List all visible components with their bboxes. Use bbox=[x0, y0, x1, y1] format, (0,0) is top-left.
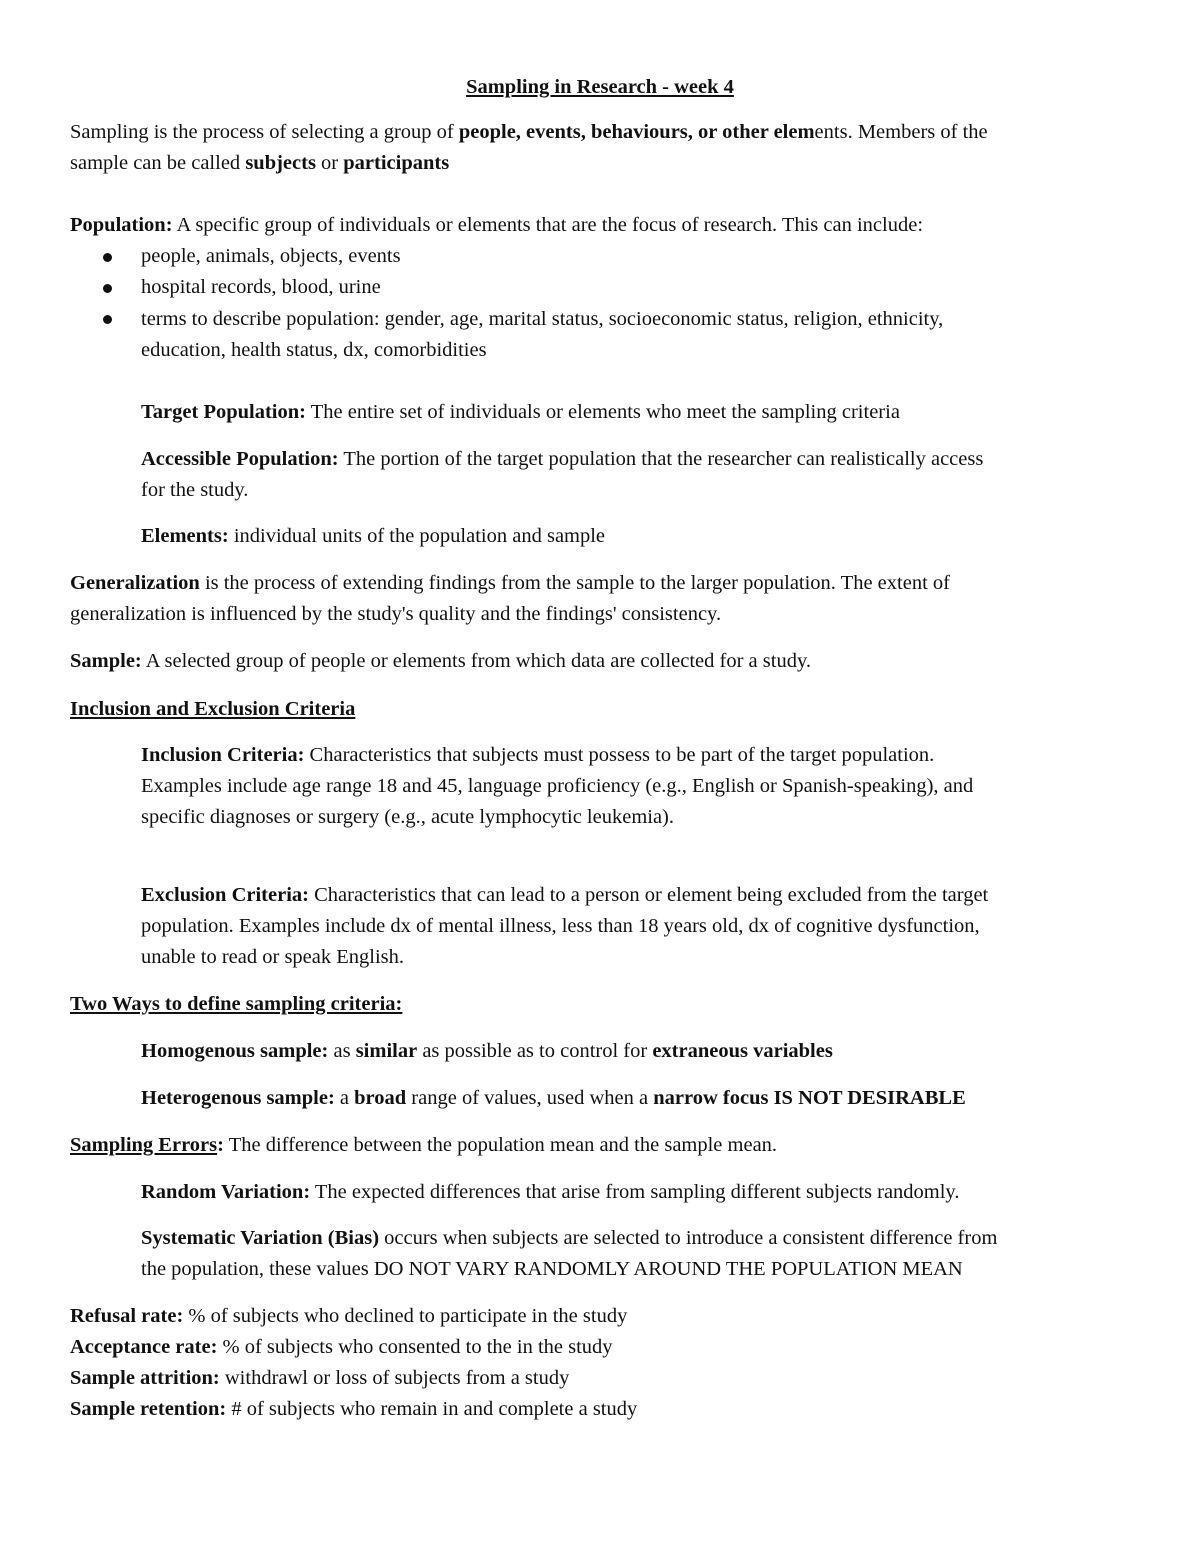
broad-term: broad bbox=[354, 1087, 407, 1109]
inclusion-criteria-line-3 bbox=[141, 805, 674, 829]
inclusion-criteria-definition: specific diagnoses or surgery (e.g., acute lymphocytic leukemia). bbox=[141, 806, 675, 828]
generalization-term: Generalization bbox=[70, 572, 200, 594]
random-variation-definition: The expected differences that arise from sampling different subjects randomly. bbox=[310, 1181, 960, 1203]
definition-text: as possible as to control for bbox=[417, 1040, 653, 1062]
sample-attrition-term: Sample attrition: bbox=[70, 1367, 220, 1389]
bullet-text: people, animals, objects, events bbox=[141, 245, 401, 267]
homogenous-sample-term: Homogenous sample: bbox=[141, 1040, 329, 1062]
elements-definition: individual units of the population and sample bbox=[228, 525, 606, 547]
intro-line-1 bbox=[70, 120, 988, 144]
participants-term: participants bbox=[343, 152, 450, 174]
sample-retention-definition: # of subjects who remain in and complete a study bbox=[226, 1398, 638, 1420]
definition-text: as bbox=[328, 1040, 356, 1062]
definition-text: range of values, used when a bbox=[406, 1087, 654, 1109]
population-definition: A specific group of individuals or elements that are the focus of research. This can include: bbox=[172, 214, 924, 236]
title-text: Sampling in Research - week 4 bbox=[466, 76, 734, 98]
intro-text: sample can be called bbox=[70, 152, 246, 174]
accessible-population-line-2 bbox=[141, 478, 248, 502]
systematic-variation-line-2 bbox=[141, 1257, 963, 1281]
accessible-population-line-1 bbox=[141, 447, 983, 471]
sample-attrition-definition: withdrawl or loss of subjects from a study bbox=[219, 1367, 570, 1389]
intro-line-2 bbox=[70, 151, 449, 175]
sampling-errors-definition: The difference between the population mean and the sample mean. bbox=[223, 1134, 778, 1156]
bullet-text: hospital records, blood, urine bbox=[141, 276, 381, 298]
page-title bbox=[0, 75, 1200, 99]
inclusion-exclusion-heading bbox=[70, 697, 355, 721]
similar-term: similar bbox=[355, 1040, 418, 1062]
bullet-icon bbox=[103, 284, 112, 293]
exclusion-criteria-line-3 bbox=[141, 945, 404, 969]
intro-text: ents. Members of the bbox=[814, 121, 988, 143]
target-population-definition: The entire set of individuals or elements who meet the sampling criteria bbox=[305, 401, 900, 423]
target-population-line bbox=[141, 400, 900, 424]
population-bullet-1 bbox=[141, 244, 401, 268]
generalization-definition: is the process of extending findings from the sample to the larger population. The extent of bbox=[199, 572, 950, 594]
sample-retention-term: Sample retention: bbox=[70, 1398, 227, 1420]
intro-text: Sampling is the process of selecting a group of bbox=[70, 121, 459, 143]
heterogenous-sample-term: Heterogenous sample: bbox=[141, 1087, 335, 1109]
bullet-icon bbox=[103, 315, 112, 324]
refusal-rate-definition: % of subjects who declined to participate in the study bbox=[183, 1305, 628, 1327]
sample-term: Sample: bbox=[70, 650, 142, 672]
inclusion-criteria-definition: Examples include age range 18 and 45, language proficiency (e.g., English or Spanish-speaking), and bbox=[141, 775, 974, 797]
two-ways-heading bbox=[70, 992, 402, 1016]
bullet-icon bbox=[103, 253, 112, 262]
systematic-variation-term: Systematic Variation (Bias) bbox=[141, 1227, 380, 1249]
acceptance-rate-definition: % of subjects who consented to the in the study bbox=[217, 1336, 613, 1358]
random-variation-term: Random Variation: bbox=[141, 1181, 311, 1203]
acceptance-rate-term: Acceptance rate: bbox=[70, 1336, 218, 1358]
inclusion-criteria-term: Inclusion Criteria: bbox=[141, 744, 305, 766]
exclusion-criteria-line-1 bbox=[141, 883, 988, 907]
section-heading: Two Ways to define sampling criteria: bbox=[70, 993, 403, 1015]
subjects-term: subjects bbox=[245, 152, 316, 174]
sample-attrition-line bbox=[70, 1366, 569, 1390]
elements-line bbox=[141, 524, 605, 548]
sample-line bbox=[70, 649, 811, 673]
accessible-population-term: Accessible Population: bbox=[141, 448, 339, 470]
elements-term: Elements: bbox=[141, 525, 229, 547]
population-bullet-3-cont bbox=[141, 338, 487, 362]
population-line bbox=[70, 213, 923, 237]
acceptance-rate-line bbox=[70, 1335, 613, 1359]
bullet-text: terms to describe population: gender, age, marital status, socioeconomic status, religion, ethnicity, bbox=[141, 308, 944, 330]
exclusion-criteria-definition: unable to read or speak English. bbox=[141, 946, 405, 968]
intro-bold-terms: people, events, behaviours, or other elem bbox=[458, 121, 815, 143]
bullet-text: education, health status, dx, comorbidities bbox=[141, 339, 487, 361]
exclusion-criteria-definition: Characteristics that can lead to a person or element being excluded from the target bbox=[308, 884, 989, 906]
generalization-line-2 bbox=[70, 602, 721, 626]
systematic-variation-line-1 bbox=[141, 1226, 997, 1250]
extraneous-variables-term: extraneous variables bbox=[652, 1040, 833, 1062]
accessible-population-definition: The portion of the target population that the researcher can realistically access bbox=[338, 448, 984, 470]
narrow-focus-term: narrow focus IS NOT DESIRABLE bbox=[653, 1087, 966, 1109]
sampling-errors-term: Sampling Errors bbox=[70, 1134, 218, 1156]
inclusion-criteria-line-1 bbox=[141, 743, 934, 767]
exclusion-criteria-term: Exclusion Criteria: bbox=[141, 884, 309, 906]
exclusion-criteria-line-2 bbox=[141, 914, 980, 938]
systematic-variation-definition: occurs when subjects are selected to introduce a consistent difference from bbox=[379, 1227, 998, 1249]
systematic-variation-definition: the population, these values DO NOT VARY RANDOMLY AROUND THE POPULATION MEAN bbox=[141, 1258, 963, 1280]
section-heading: Inclusion and Exclusion Criteria bbox=[70, 698, 356, 720]
homogenous-sample-line bbox=[141, 1039, 833, 1063]
exclusion-criteria-definition: population. Examples include dx of mental illness, less than 18 years old, dx of cognitive dysfunction, bbox=[141, 915, 980, 937]
random-variation-line bbox=[141, 1180, 959, 1204]
definition-text: a bbox=[334, 1087, 355, 1109]
population-bullet-3 bbox=[141, 307, 943, 331]
target-population-term: Target Population: bbox=[141, 401, 306, 423]
colon: : bbox=[217, 1134, 224, 1156]
population-bullet-2 bbox=[141, 275, 381, 299]
heterogenous-sample-line bbox=[141, 1086, 966, 1110]
intro-text: or bbox=[315, 152, 344, 174]
inclusion-criteria-definition: Characteristics that subjects must possess to be part of the target population. bbox=[304, 744, 935, 766]
sample-retention-line bbox=[70, 1397, 637, 1421]
refusal-rate-term: Refusal rate: bbox=[70, 1305, 184, 1327]
inclusion-criteria-line-2 bbox=[141, 774, 973, 798]
refusal-rate-line bbox=[70, 1304, 627, 1328]
sample-definition: A selected group of people or elements from which data are collected for a study. bbox=[141, 650, 811, 672]
generalization-line-1 bbox=[70, 571, 950, 595]
population-term: Population: bbox=[70, 214, 173, 236]
accessible-population-definition: for the study. bbox=[141, 479, 249, 501]
generalization-definition: generalization is influenced by the study's quality and the findings' consistency. bbox=[70, 603, 722, 625]
sampling-errors-line bbox=[70, 1133, 777, 1157]
